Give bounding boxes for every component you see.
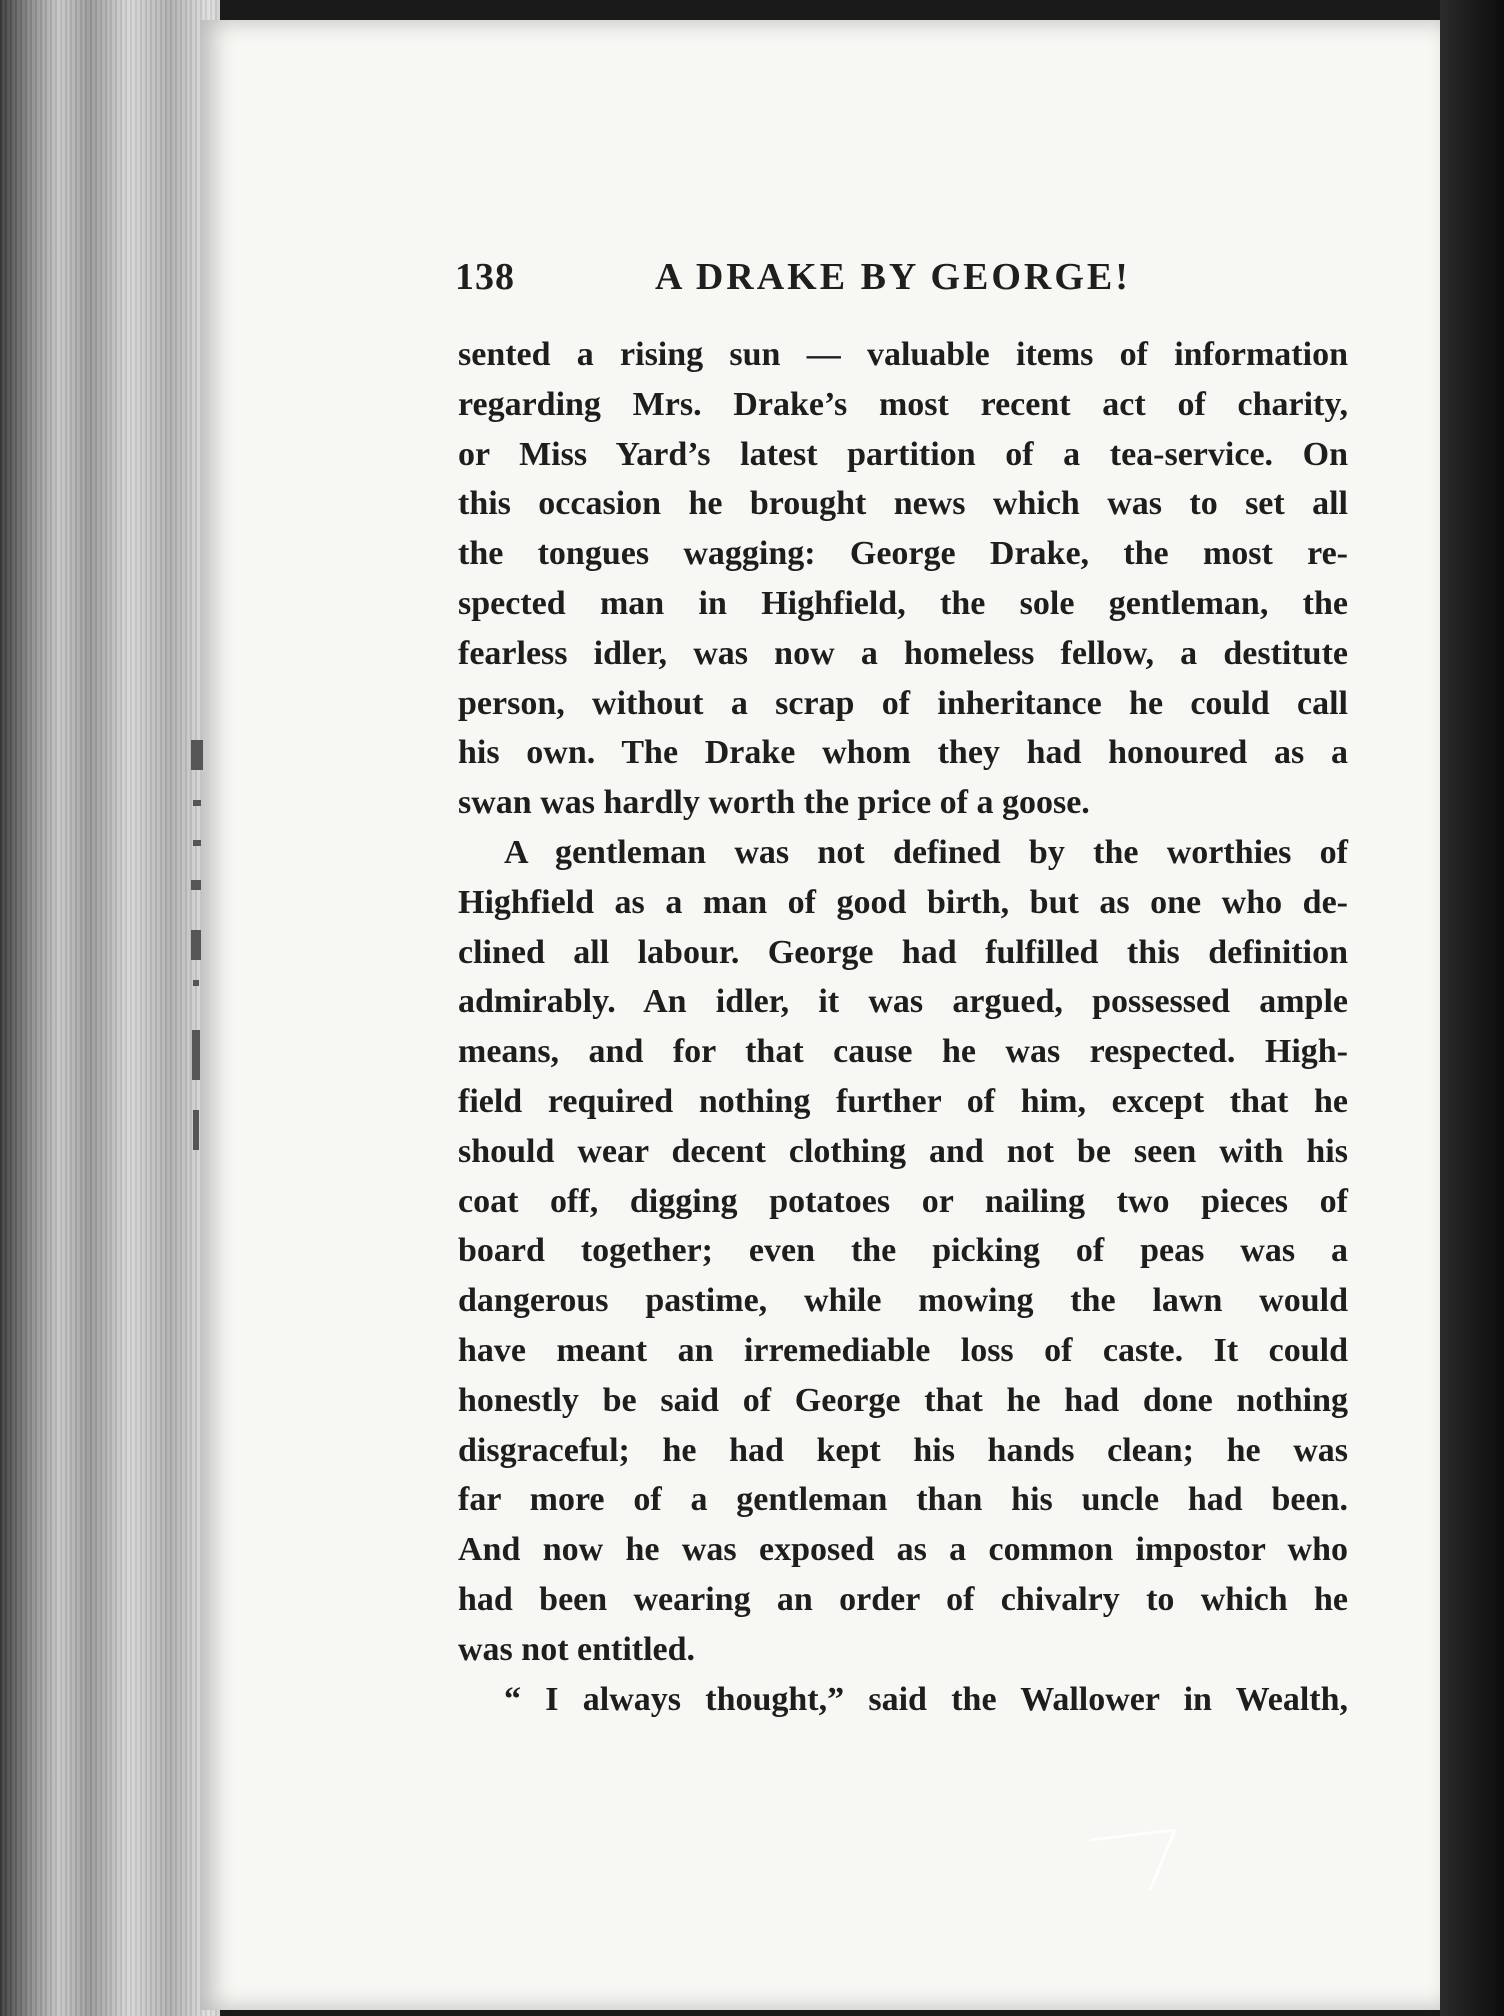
text-line: have meant an irremediable loss of caste. It could (458, 1331, 1348, 1369)
text-line: had been wearing an order of chivalry to which he (458, 1580, 1348, 1618)
body-text (458, 330, 1348, 1724)
text-line: regarding Mrs. Drake’s most recent act of charity, (458, 385, 1348, 423)
text-line: was not entitled. (458, 1630, 696, 1668)
text-line: this occasion he brought news which was to set all (458, 485, 1348, 523)
text-line: fearless idler, was now a homeless fellow, a destitute (458, 634, 1348, 672)
text-line: coat off, digging potatoes or nailing two pieces of (458, 1182, 1348, 1220)
text-line: his own. The Drake whom they had honoured as a (458, 734, 1348, 772)
text-line: admirably. An idler, it was argued, possessed ample (458, 983, 1348, 1021)
text-line: the tongues wagging: George Drake, the most re- (458, 535, 1348, 573)
text-line: person, without a scrap of inheritance he could call (458, 684, 1348, 722)
text-line: clined all labour. George had fulfilled this definition (458, 933, 1348, 971)
pencil-mark (1080, 1820, 1190, 1900)
text-line: disgraceful; he had kept his hands clean; he was (458, 1431, 1348, 1469)
text-line: board together; even the picking of peas was a (458, 1232, 1348, 1270)
text-line: or Miss Yard’s latest partition of a tea-service. On (458, 435, 1348, 473)
text-line: And now he was exposed as a common impostor who (458, 1531, 1348, 1569)
text-line: Highfield as a man of good birth, but as one who de- (458, 883, 1348, 921)
text-line: means, and for that cause he was respected. High- (458, 1033, 1348, 1071)
text-line: sented a rising sun — valuable items of information (458, 336, 1348, 373)
text-line: far more of a gentleman than his uncle had been. (458, 1481, 1348, 1519)
text-line: honestly be said of George that he had done nothing (458, 1381, 1348, 1419)
text-line: A gentleman was not defined by the worthies of (504, 833, 1348, 871)
text-line: spected man in Highfield, the sole gentleman, the (458, 584, 1348, 622)
text-line: “ I always thought,” said the Wallower in Wealth, (504, 1680, 1348, 1718)
page-number: 138 (455, 256, 515, 298)
text-line: swan was hardly worth the price of a goose. (458, 784, 1090, 822)
text-line: dangerous pastime, while mowing the lawn would (458, 1282, 1348, 1320)
text-line: should wear decent clothing and not be seen with his (458, 1132, 1348, 1170)
margin-marks (185, 740, 215, 1260)
book-binding-edge (1440, 0, 1504, 2016)
text-line: field required nothing further of him, except that he (458, 1082, 1348, 1120)
running-title: A DRAKE BY GEORGE! (655, 256, 1131, 298)
